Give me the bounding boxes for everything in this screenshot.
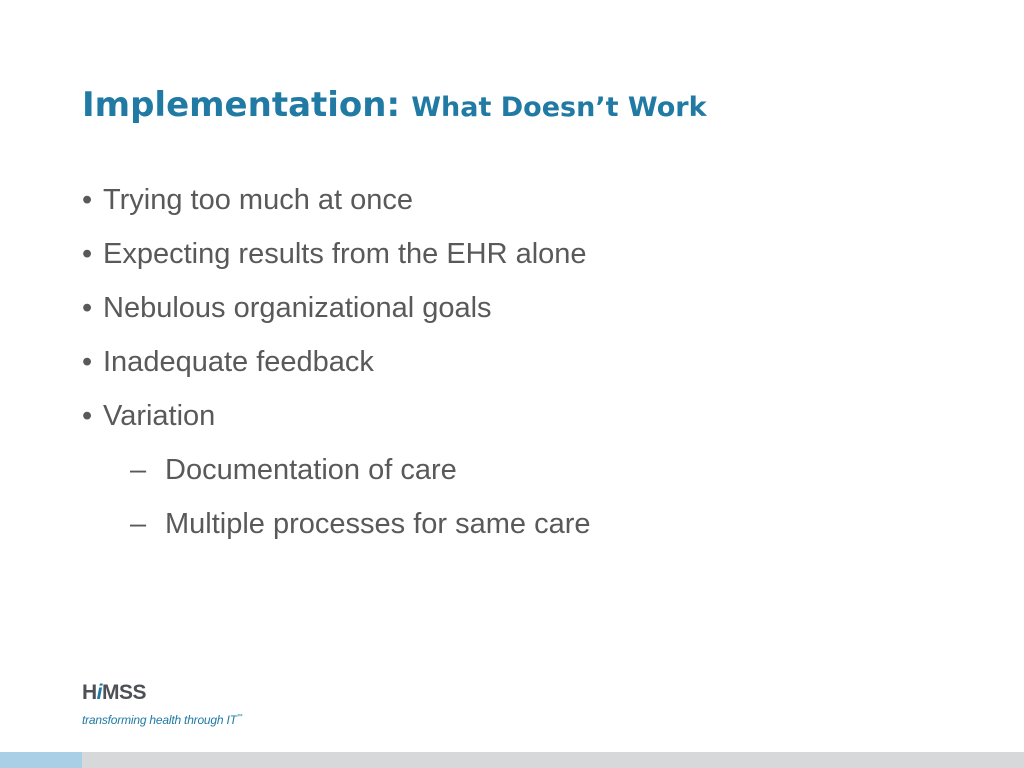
bullet-list: [82, 175, 591, 553]
bullet-item: [82, 283, 591, 337]
logo-tagline: [82, 714, 243, 726]
logo-letters-mss: MSS: [102, 681, 147, 704]
bullet-marker: •: [82, 292, 93, 324]
footer-bar: [0, 752, 1024, 768]
logo-trademark: ™: [236, 714, 243, 720]
bullet-text: Trying too much at once: [103, 184, 414, 216]
dash-marker: –: [130, 454, 147, 486]
bullet-marker: •: [82, 400, 93, 432]
logo-wordmark: [82, 682, 146, 703]
sub-bullet-text: Multiple processes for same care: [165, 508, 591, 540]
bullet-text: Inadequate feedback: [103, 346, 374, 378]
logo-tagline-text: transforming health through IT: [82, 713, 237, 727]
slide-title-main: Implementation:: [82, 85, 401, 125]
bullet-text: Variation: [103, 400, 216, 432]
himss-logo: [82, 682, 252, 732]
sub-bullet-text: Documentation of care: [165, 454, 457, 486]
sub-bullet-item: [82, 445, 591, 499]
logo-letter-i: i: [96, 681, 103, 704]
bullet-text: Expecting results from the EHR alone: [103, 238, 587, 270]
slide-title: [82, 85, 707, 125]
bullet-text: Nebulous organizational goals: [103, 292, 492, 324]
slide-title-subtitle: What Doesn’t Work: [411, 92, 707, 123]
bullet-item: [82, 337, 591, 391]
footer-accent: [0, 752, 82, 768]
sub-bullet-item: [82, 499, 591, 553]
bullet-item: [82, 391, 591, 445]
bullet-marker: •: [82, 346, 93, 378]
bullet-item: [82, 229, 591, 283]
dash-marker: –: [130, 508, 147, 540]
bullet-marker: •: [82, 184, 93, 216]
logo-letter-h: H: [82, 681, 97, 704]
bullet-item: [82, 175, 591, 229]
bullet-marker: •: [82, 238, 93, 270]
